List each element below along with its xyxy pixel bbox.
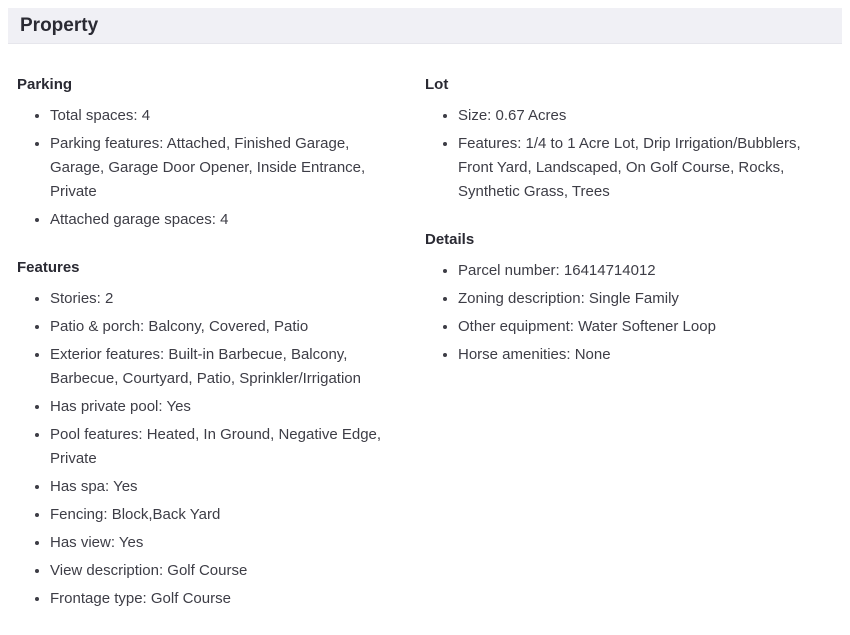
page-title: Property — [20, 15, 99, 36]
fact-category-heading: Features — [17, 259, 80, 276]
fact-item: • Attached garage spaces: 4 — [50, 208, 402, 232]
fact-item: • View description: Golf Course — [50, 559, 402, 583]
fact-item: • Has spa: Yes — [50, 475, 402, 499]
fact-item: • Features: 1/4 to 1 Acre Lot, Drip Irrigation/Bubblers, Front Yard, Landscaped, On Golf Course, Rocks, Synthetic Grass, Trees — [458, 132, 810, 204]
fact-item: • Has view: Yes — [50, 531, 402, 555]
fact-list — [17, 104, 417, 232]
fact-item: • Has private pool: Yes — [50, 395, 402, 419]
fact-item: • Fencing: Block,Back Yard — [50, 503, 402, 527]
fact-item: • Patio & porch: Balcony, Covered, Patio — [50, 315, 402, 339]
property-facts-panel — [0, 8, 850, 615]
fact-item: • Pool features: Heated, In Ground, Negative Edge, Private — [50, 423, 402, 471]
fact-item: • Parking features: Attached, Finished Garage, Garage, Garage Door Opener, Inside Entrance, Private — [50, 132, 402, 204]
fact-item: • Zoning description: Single Family — [458, 287, 810, 311]
fact-item: • Stories: 2 — [50, 287, 402, 311]
fact-item: • Parcel number: 16414714012 — [458, 259, 810, 283]
fact-item: • Horse amenities: None — [458, 343, 810, 367]
fact-section — [17, 75, 417, 232]
fact-category-heading: Lot — [425, 76, 449, 93]
fact-category-heading: Parking — [17, 76, 73, 93]
fact-list — [17, 287, 417, 611]
left-column — [17, 75, 417, 615]
fact-section — [425, 75, 825, 204]
fact-item: • Other equipment: Water Softener Loop — [458, 315, 810, 339]
property-facts-content — [0, 44, 850, 615]
fact-item: • Size: 0.67 Acres — [458, 104, 810, 128]
right-column — [425, 75, 825, 615]
fact-item: • Frontage type: Golf Course — [50, 587, 402, 611]
fact-item: • Total spaces: 4 — [50, 104, 402, 128]
fact-list — [425, 259, 825, 367]
fact-category-heading: Details — [425, 231, 475, 248]
fact-section — [17, 258, 417, 611]
fact-list — [425, 104, 825, 204]
fact-section — [425, 230, 825, 367]
property-header-bar — [8, 8, 842, 44]
fact-item: • Exterior features: Built-in Barbecue, Balcony, Barbecue, Courtyard, Patio, Sprinkler/Irrigation — [50, 343, 402, 391]
